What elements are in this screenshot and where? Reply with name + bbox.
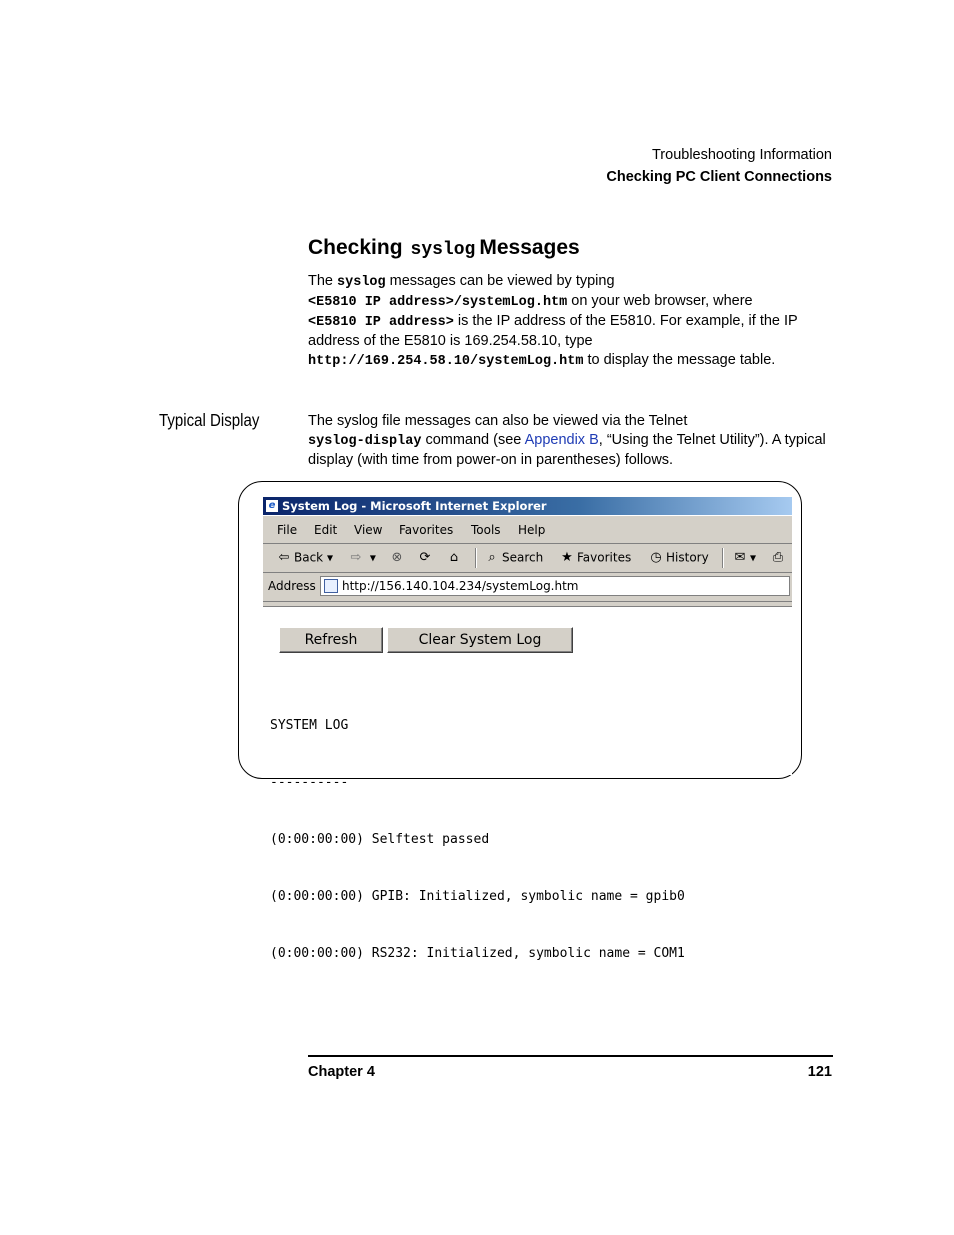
- history-icon: ◷: [650, 550, 662, 565]
- favorites-label: Favorites: [577, 550, 632, 565]
- log-line: SYSTEM LOG: [270, 718, 349, 733]
- side-label-typical-display: Typical Display: [159, 410, 260, 430]
- address-value: http://156.140.104.234/systemLog.htm: [342, 579, 579, 593]
- toolbar-separator: [722, 548, 724, 568]
- browser-title-bar: [263, 497, 792, 515]
- para1-code-url-template: <E5810 IP address>/systemLog.htm: [308, 295, 568, 310]
- ie-logo-icon: e: [266, 500, 278, 512]
- intro-paragraph: [308, 272, 838, 371]
- para1-code-example-url: http://169.254.58.10/systemLog.htm: [308, 354, 584, 369]
- content-separator: [263, 602, 792, 607]
- para1-code-syslog: syslog: [337, 275, 386, 290]
- menu-help[interactable]: Help: [518, 523, 546, 537]
- home-button[interactable]: [446, 550, 464, 566]
- stop-button[interactable]: [389, 550, 407, 566]
- refresh-button[interactable]: Refresh: [279, 627, 383, 653]
- address-label: Address: [268, 579, 316, 593]
- para1-text: is the IP address of the E5810. For example, if the IP address of the E5810 is 169.254.58.10, type: [308, 313, 798, 349]
- running-header-section: Troubleshooting Information: [651, 147, 832, 163]
- toolbar: [263, 544, 792, 573]
- menu-file[interactable]: File: [277, 523, 298, 537]
- footer-rule: [308, 1055, 833, 1057]
- menu-tools[interactable]: Tools: [471, 523, 501, 537]
- back-label: Back: [294, 550, 324, 565]
- heading-code: syslog: [410, 240, 476, 260]
- menu-bar: [263, 516, 792, 544]
- home-icon: ⌂: [449, 550, 459, 565]
- para1-text: The: [308, 273, 338, 289]
- browser-window: [263, 497, 792, 961]
- section-heading: [308, 236, 580, 260]
- para1-text: messages can be viewed by typing: [385, 273, 615, 289]
- history-label: History: [666, 550, 709, 565]
- heading-text-pre: Checking: [308, 236, 403, 259]
- stop-icon: ⊗: [391, 550, 403, 565]
- forward-button[interactable]: ⇨ ▾: [348, 550, 376, 566]
- page-icon: [324, 579, 338, 593]
- address-bar: [263, 573, 792, 602]
- menu-edit[interactable]: Edit: [314, 523, 338, 537]
- favorites-folder-icon: ★: [561, 550, 573, 565]
- clear-system-log-button[interactable]: Clear System Log: [387, 627, 573, 653]
- toolbar-separator: [475, 548, 477, 568]
- menu-favorites[interactable]: Favorites: [399, 523, 454, 537]
- screenshot-frame: [238, 481, 802, 961]
- search-button[interactable]: [484, 550, 543, 566]
- refresh-icon: ⟳: [419, 550, 431, 565]
- heading-text-post: Messages: [479, 236, 580, 259]
- print-button[interactable]: [770, 550, 788, 566]
- back-arrow-icon: ⇦: [278, 550, 290, 565]
- para1-text: to display the message table.: [583, 352, 776, 368]
- mail-icon: ✉: [734, 550, 746, 565]
- back-button[interactable]: ⇦ Back ▾: [276, 550, 333, 566]
- log-line: (0:00:00:00) Selftest passed: [270, 832, 490, 847]
- para1-text: on your web browser, where: [567, 293, 753, 309]
- running-header-title: Checking PC Client Connections: [606, 169, 832, 185]
- para2-text: command (see: [421, 432, 525, 448]
- log-line: (0:00:00:00) GPIB: Initialized, symbolic name = gpib0: [270, 889, 685, 904]
- log-line: ----------: [270, 775, 349, 790]
- para2-text: , “Using the Telnet Utility”). A typical display (with time from power-on in parentheses) follows.: [308, 432, 826, 468]
- log-line: (0:00:00:00) RS232: Initialized, symbolic name = COM1: [270, 946, 685, 961]
- print-icon: ⎙: [772, 550, 784, 565]
- system-log-output: [270, 678, 685, 1001]
- mail-button[interactable]: ✉ ▾: [732, 550, 756, 566]
- para2-text: The syslog file messages can also be viewed via the Telnet: [308, 413, 688, 429]
- address-input[interactable]: [320, 576, 790, 596]
- search-icon: ⌕: [488, 550, 496, 565]
- appendix-b-link[interactable]: Appendix B: [524, 432, 599, 448]
- para1-code-ip-placeholder: <E5810 IP address>: [308, 315, 454, 330]
- forward-arrow-icon: ⇨: [350, 550, 362, 565]
- footer-chapter: Chapter 4: [308, 1064, 375, 1080]
- history-button[interactable]: [648, 550, 709, 566]
- telnet-paragraph: [308, 412, 838, 470]
- refresh-toolbar-button[interactable]: [417, 550, 435, 566]
- search-label: Search: [502, 550, 544, 565]
- browser-title: System Log - Microsoft Internet Explorer: [282, 499, 547, 513]
- footer-page-number: 121: [807, 1064, 832, 1080]
- menu-view[interactable]: View: [354, 523, 383, 537]
- para2-code-syslog-display: syslog-display: [308, 434, 422, 449]
- favorites-button[interactable]: [559, 550, 631, 566]
